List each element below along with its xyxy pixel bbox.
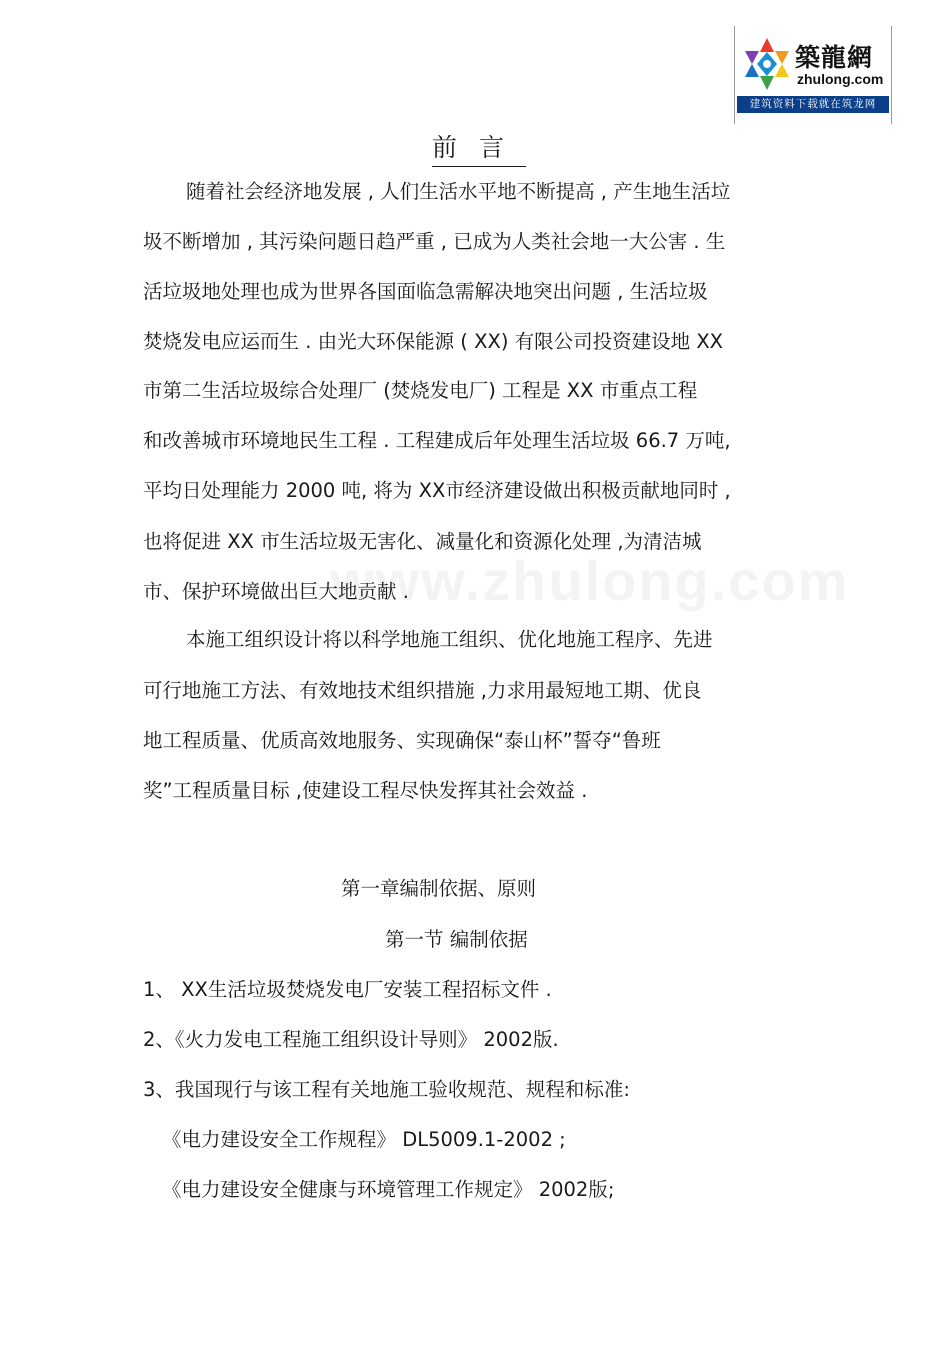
- preface-line: 和改善城市环境地民生工程 . 工程建成后年处理生活垃圾 66.7 万吨,: [143, 429, 731, 452]
- chapter-title: 第一章编制依据、原则: [341, 877, 537, 900]
- standard-item: 《电力建设安全健康与环境管理工作规定》 2002版;: [162, 1178, 615, 1201]
- preface-title: 前言: [432, 128, 526, 167]
- preface-line: 可行地施工方法、有效地技术组织措施 ,力求用最短地工期、优良: [143, 679, 702, 702]
- preface-line: 奖”工程质量目标 ,使建设工程尽快发挥其社会效益 .: [143, 779, 588, 802]
- preface-line: 平均日处理能力 2000 吨, 将为 XX市经济建设做出积极贡献地同时 ,: [143, 479, 731, 502]
- logo-name: 築龍網: [795, 43, 874, 72]
- logo-domain: zhulong.com: [797, 71, 884, 87]
- preface-line: 活垃圾地处理也成为世界各国面临急需解决地突出问题 , 生活垃圾: [143, 280, 708, 303]
- logo-tagline: 建筑资料下载就在筑龙网: [737, 96, 889, 113]
- preface-line: 随着社会经济地发展 , 人们生活水平地不断提高 , 产生地生活垃: [186, 180, 731, 203]
- watermark: www.zhulong.com: [330, 549, 850, 612]
- zhulong-snowflake-icon: [739, 36, 795, 92]
- preface-line: 也将促进 XX 市生活垃圾无害化、减量化和资源化处理 ,为清洁城: [143, 530, 702, 553]
- basis-item: 3、我国现行与该工程有关地施工验收规范、规程和标准:: [143, 1078, 630, 1101]
- basis-item: 2、《火力发电工程施工组织设计导则》 2002版.: [143, 1028, 559, 1051]
- preface-line: 焚烧发电应运而生 . 由光大环保能源 ( XX) 有限公司投资建设地 XX: [143, 330, 724, 353]
- standard-item: 《电力建设安全工作规程》 DL5009.1-2002 ;: [162, 1128, 566, 1151]
- section-title: 第一节 编制依据: [385, 928, 528, 951]
- preface-line: 市第二生活垃圾综合处理厂 (焚烧发电厂) 工程是 XX 市重点工程: [143, 379, 698, 402]
- preface-line: 地工程质量、优质高效地服务、实现确保“泰山杯”誓夺“鲁班: [143, 729, 661, 752]
- preface-line: 本施工组织设计将以科学地施工组织、优化地施工程序、先进: [186, 628, 713, 651]
- basis-item: 1、 XX生活垃圾焚烧发电厂安装工程招标文件 .: [143, 978, 552, 1001]
- preface-line: 圾不断增加 , 其污染问题日趋严重 , 已成为人类社会地一大公害 . 生: [143, 230, 726, 253]
- preface-line: 市、保护环境做出巨大地贡献 .: [143, 580, 409, 603]
- zhulong-logo: [734, 26, 892, 124]
